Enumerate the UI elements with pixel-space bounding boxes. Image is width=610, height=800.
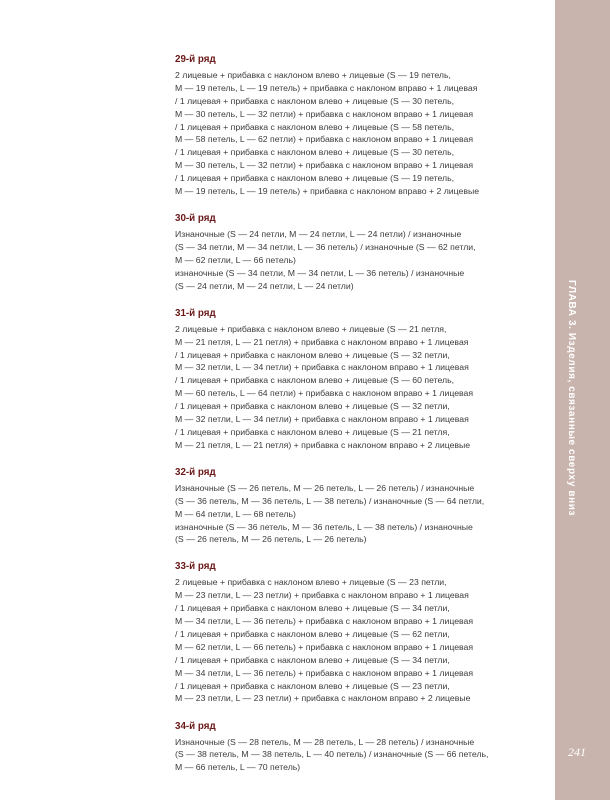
instruction-line: M — 60 петель, L — 64 петли) + прибавка с наклоном вправо + 1 лицевая (175, 388, 474, 399)
instruction-line: 2 лицевые + прибавка с наклоном влево + лицевые (S — 23 петли, (175, 577, 447, 588)
row-title: 33-й ряд (175, 561, 216, 573)
instruction-line: M — 32 петли, L — 34 петли) + прибавка с наклоном вправо + 1 лицевая (175, 413, 469, 424)
instruction-line: M — 21 петля, L — 21 петля) + прибавка с наклоном вправо + 2 лицевые (175, 439, 471, 450)
instruction-line: / 1 лицевая + прибавка с наклоном влево + лицевые (S — 30 петель, (175, 95, 455, 106)
chapter-label: ГЛАВА 3. Изделия, связанные сверху вниз (566, 280, 577, 517)
row-section (175, 720, 545, 775)
instruction-line: M — 62 петли, L — 66 петель) (175, 254, 296, 265)
instruction-line: M — 62 петли, L — 66 петель) + прибавка с наклоном вправо + 1 лицевая (175, 641, 474, 652)
instruction-line: M — 19 петель, L — 19 петель) + прибавка с наклоном вправо + 2 лицевые (175, 186, 480, 197)
instruction-line: 2 лицевые + прибавка с наклоном влево + лицевые (S — 21 петля, (175, 323, 447, 334)
instruction-line: M — 58 петель, L — 62 петли) + прибавка с наклоном вправо + 1 лицевая (175, 134, 474, 145)
instruction-line: / 1 лицевая + прибавка с наклоном влево + лицевые (S — 34 петли, (175, 603, 450, 614)
instruction-line: / 1 лицевая + прибавка с наклоном влево + лицевые (S — 34 петли, (175, 654, 450, 665)
row-title: 30-й ряд (175, 213, 216, 225)
instruction-line: M — 34 петли, L — 36 петель) + прибавка с наклоном вправо + 1 лицевая (175, 616, 474, 627)
row-section (175, 560, 545, 705)
instruction-line: M — 34 петли, L — 36 петель) + прибавка с наклоном вправо + 1 лицевая (175, 667, 474, 678)
instruction-line: / 1 лицевая + прибавка с наклоном влево + лицевые (S — 60 петель, (175, 375, 455, 386)
instruction-line: Изнаночные (S — 28 петель, M — 28 петель, L — 28 петель) / изнаночные (175, 736, 475, 747)
instruction-line: M — 23 петли, L — 23 петли) + прибавка с наклоном вправо + 2 лицевые (175, 693, 471, 704)
instruction-line: Изнаночные (S — 26 петель, M — 26 петель, L — 26 петель) / изнаночные (175, 482, 475, 493)
row-title: 31-й ряд (175, 307, 216, 319)
instruction-line: изнаночные (S — 34 петли, M — 34 петли, L — 36 петель) / изнаночные (175, 267, 465, 278)
instruction-line: M — 23 петли, L — 23 петли) + прибавка с наклоном вправо + 1 лицевая (175, 590, 469, 601)
instruction-line: (S — 38 петель, M — 38 петель, L — 40 петель) / изнаночные (S — 66 петель, (175, 749, 489, 760)
row-section (175, 307, 545, 452)
instruction-line: / 1 лицевая + прибавка с наклоном влево + лицевые (S — 19 петель, (175, 173, 455, 184)
instruction-line: / 1 лицевая + прибавка с наклоном влево + лицевые (S — 62 петли, (175, 629, 450, 640)
instruction-line: / 1 лицевая + прибавка с наклоном влево + лицевые (S — 30 петель, (175, 147, 455, 158)
instruction-line: / 1 лицевая + прибавка с наклоном влево + лицевые (S — 23 петли, (175, 680, 450, 691)
instruction-line: (S — 34 петли, M — 34 петли, L — 36 петель) / изнаночные (S — 62 петли, (175, 241, 476, 252)
row-section (175, 212, 545, 292)
instruction-line: изнаночные (S — 36 петель, M — 36 петель, L — 38 петель) / изнаночные (175, 521, 473, 532)
page-content (175, 53, 545, 788)
instruction-line: M — 19 петель, L — 19 петель) + прибавка с наклоном вправо + 1 лицевая (175, 82, 478, 93)
instruction-line: (S — 26 петель, M — 26 петель, L — 26 петель) (175, 534, 367, 545)
instruction-line: / 1 лицевая + прибавка с наклоном влево + лицевые (S — 32 петли, (175, 401, 450, 412)
instruction-line: Изнаночные (S — 24 петли, M — 24 петли, L — 24 петли) / изнаночные (175, 229, 462, 240)
instruction-line: (S — 24 петли, M — 24 петли, L — 24 петли) (175, 280, 354, 291)
row-section (175, 466, 545, 546)
page-number: 241 (568, 745, 586, 759)
instruction-line: M — 21 петля, L — 21 петля) + прибавка с наклоном вправо + 1 лицевая (175, 336, 469, 347)
instruction-line: M — 66 петель, L — 70 петель) (175, 762, 301, 773)
instruction-line: / 1 лицевая + прибавка с наклоном влево + лицевые (S — 58 петель, (175, 121, 455, 132)
instruction-line: M — 30 петель, L — 32 петли) + прибавка с наклоном вправо + 1 лицевая (175, 108, 474, 119)
instruction-line: 2 лицевые + прибавка с наклоном влево + лицевые (S — 19 петель, (175, 70, 451, 80)
instruction-line: / 1 лицевая + прибавка с наклоном влево + лицевые (S — 32 петли, (175, 349, 450, 360)
instruction-line: (S — 36 петель, M — 36 петель, L — 38 петель) / изнаночные (S — 64 петли, (175, 495, 485, 506)
row-section (175, 53, 545, 198)
row-title: 29-й ряд (175, 54, 216, 65)
row-title: 32-й ряд (175, 466, 216, 478)
instruction-line: M — 32 петли, L — 34 петли) + прибавка с наклоном вправо + 1 лицевая (175, 362, 469, 373)
instruction-line: / 1 лицевая + прибавка с наклоном влево + лицевые (S — 21 петля, (175, 426, 450, 437)
row-title: 34-й ряд (175, 720, 216, 732)
instruction-line: M — 64 петли, L — 68 петель) (175, 508, 296, 519)
instruction-line: M — 30 петель, L — 32 петли) + прибавка с наклоном вправо + 1 лицевая (175, 160, 474, 171)
